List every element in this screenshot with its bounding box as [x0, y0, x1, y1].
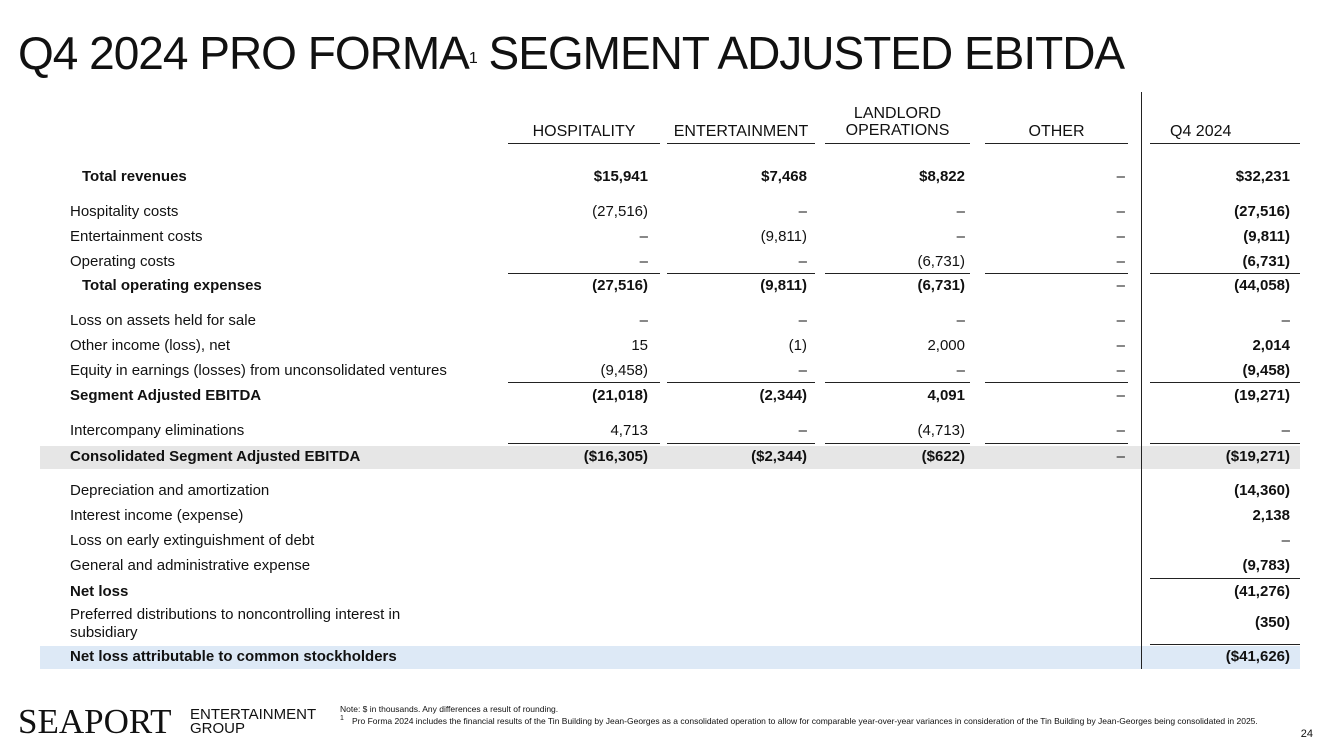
row-rule [1150, 273, 1300, 274]
row-rule [825, 443, 970, 444]
row-rule [825, 382, 970, 383]
table-row: Preferred distributions to noncontrolling interest in subsidiary (350) [70, 606, 1290, 641]
column-header-landlord: LANDLORD OPERATIONS [845, 105, 950, 139]
company-logo: SEAPORT [18, 702, 172, 741]
table-row: Net loss attributable to common stockholders ($41,626) [70, 648, 1290, 665]
table-row: Other income (loss), net 15 (1) 2,000 – 2,014 [70, 337, 1290, 354]
table-row: Equity in earnings (losses) from unconsolidated ventures (9,458) – – – (9,458) [70, 362, 1290, 379]
row-rule [1150, 443, 1300, 444]
table-row: Loss on assets held for sale – – – – – [70, 312, 1290, 329]
column-header-q4-2024: Q4 2024 [1170, 123, 1232, 140]
row-rule [985, 443, 1128, 444]
table-row: Hospitality costs (27,516) – – – (27,516) [70, 203, 1290, 220]
row-rule [508, 382, 660, 383]
column-header-other: OTHER [1028, 123, 1085, 140]
column-header-entertainment: ENTERTAINMENT [673, 123, 809, 140]
row-rule [985, 273, 1128, 274]
table-row: Operating costs – – (6,731) – (6,731) [70, 253, 1290, 270]
row-rule [667, 273, 815, 274]
table-row: Total revenues $15,941 $7,468 $8,822 – $32,231 [82, 168, 1290, 185]
table-row: Segment Adjusted EBITDA (21,018) (2,344) 4,091 – (19,271) [70, 387, 1290, 404]
row-rule [985, 382, 1128, 383]
table-row: Entertainment costs – (9,811) – – (9,811) [70, 228, 1290, 245]
row-rule [1150, 578, 1300, 579]
footnote-1: 1 Pro Forma 2024 includes the financial results of the Tin Building by Jean-Georges as a consolidated operation to allow for comparable year-over-year variances in consideration of the Tin Building by Jean-Georges being consolidated in 2025. [340, 715, 1258, 726]
header-underline [667, 143, 815, 144]
row-rule [508, 443, 660, 444]
table-row: Interest income (expense) 2,138 [70, 507, 1290, 524]
page-number: 24 [1300, 728, 1313, 740]
row-rule [508, 273, 660, 274]
row-rule [667, 443, 815, 444]
row-rule [1150, 644, 1300, 645]
table-row: Intercompany eliminations 4,713 – (4,713) – – [70, 422, 1290, 439]
table-row: Consolidated Segment Adjusted EBITDA ($16,305) ($2,344) ($622) – ($19,271) [70, 448, 1290, 465]
page-title: Q4 2024 PRO FORMA$^1$ SEGMENT ADJUSTED EBITDA [18, 27, 1125, 79]
table-row: Total operating expenses (27,516) (9,811) (6,731) – (44,058) [82, 277, 1290, 294]
header-underline [985, 143, 1128, 144]
table-row: Net loss (41,276) [70, 583, 1290, 600]
table-row: General and administrative expense (9,783) [70, 557, 1290, 574]
row-rule [667, 382, 815, 383]
company-logo-subtitle: ENTERTAINMENT GROUP [190, 706, 317, 737]
row-rule [1150, 382, 1300, 383]
rounding-note: Note: $ in thousands. Any differences a result of rounding. [340, 704, 559, 714]
footnotes [340, 704, 1290, 726]
row-rule [825, 273, 970, 274]
table-row: Depreciation and amortization (14,360) [70, 482, 1290, 499]
table-row: Loss on early extinguishment of debt – [70, 532, 1290, 549]
header-underline [508, 143, 660, 144]
header-underline [825, 143, 970, 144]
column-header-hospitality: HOSPITALITY [532, 123, 636, 140]
title-footnote-marker: 1 [468, 50, 477, 67]
header-underline [1150, 143, 1300, 144]
